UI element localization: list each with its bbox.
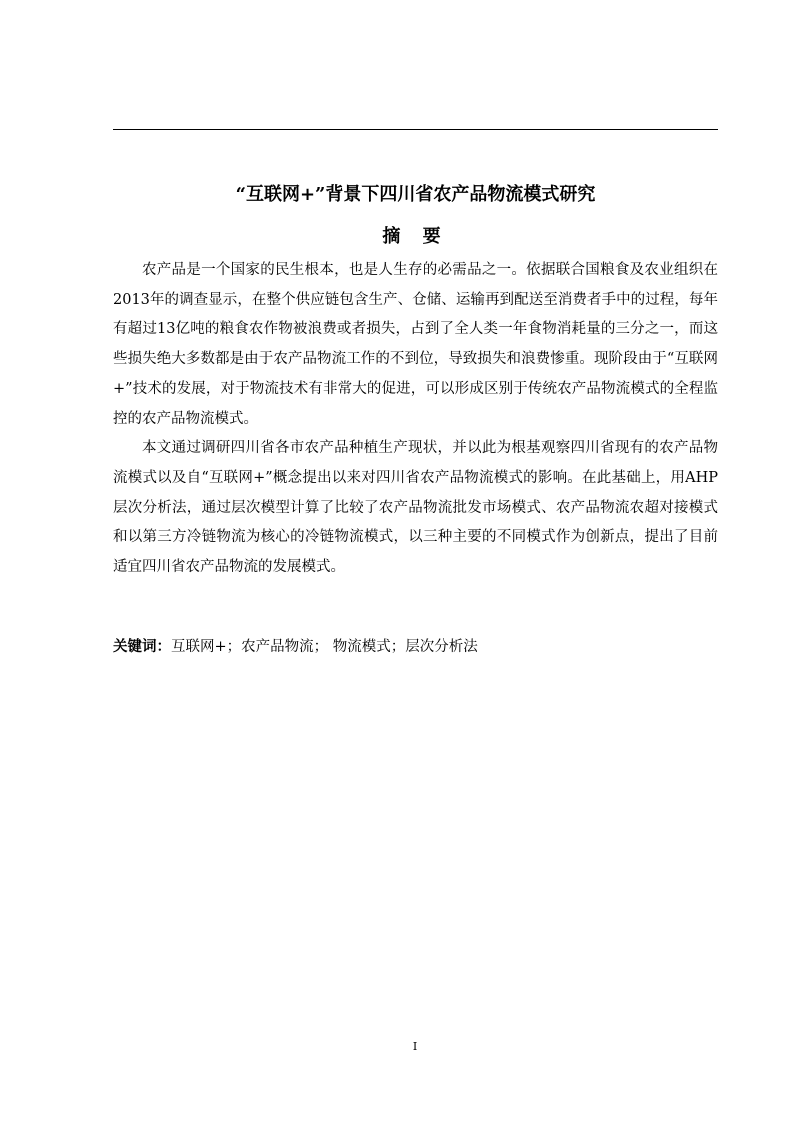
page-number: I xyxy=(412,1040,418,1053)
header-rule xyxy=(113,129,718,130)
abstract-paragraph-1: 农产品是一个国家的民生根本，也是人生存的必需品之一。依据联合国粮食及农业组织在2013年的调查显示，在整个供应链包含生产、仓储、运输再到配送至消费者手中的过程，每年有超过13亿吨的粮食农作物被浪费或者损失，占到了全人类一年食物消耗量的三分之一，而这些损失绝大多数都是由于农产品物流工作的不到位，导致损失和浪费惨重。现阶段由于“互联网+”技术的发展，对于物流技术有非常大的促进，可以形成区别于传统农产品物流模式的全程监控的农产品物流模式。 xyxy=(113,262,718,427)
abstract-paragraph-2: 本文通过调研四川省各市农产品种植生产现状，并以此为根基观察四川省现有的农产品物流模式以及自“互联网+”概念提出以来对四川省农产品物流模式的影响。在此基础上，用AHP层次分析法，通过层次模型计算了比较了农产品物流批发市场模式、农产品物流农超对接模式和以第三方冷链物流为核心的冷链物流模式，以三种主要的不同模式作为创新点，提出了目前适宜四川省农产品物流的发展模式。 xyxy=(113,440,718,576)
keywords-line xyxy=(113,633,718,661)
document-title: “互联网+”背景下四川省农产品物流模式研究 xyxy=(235,184,596,205)
keywords-text: 互联网+；农产品物流； 物流模式；层次分析法 xyxy=(171,639,478,655)
abstract-body xyxy=(113,256,718,583)
keywords-label: 关键词： xyxy=(113,638,171,655)
abstract-heading: 摘 要 xyxy=(382,226,449,247)
